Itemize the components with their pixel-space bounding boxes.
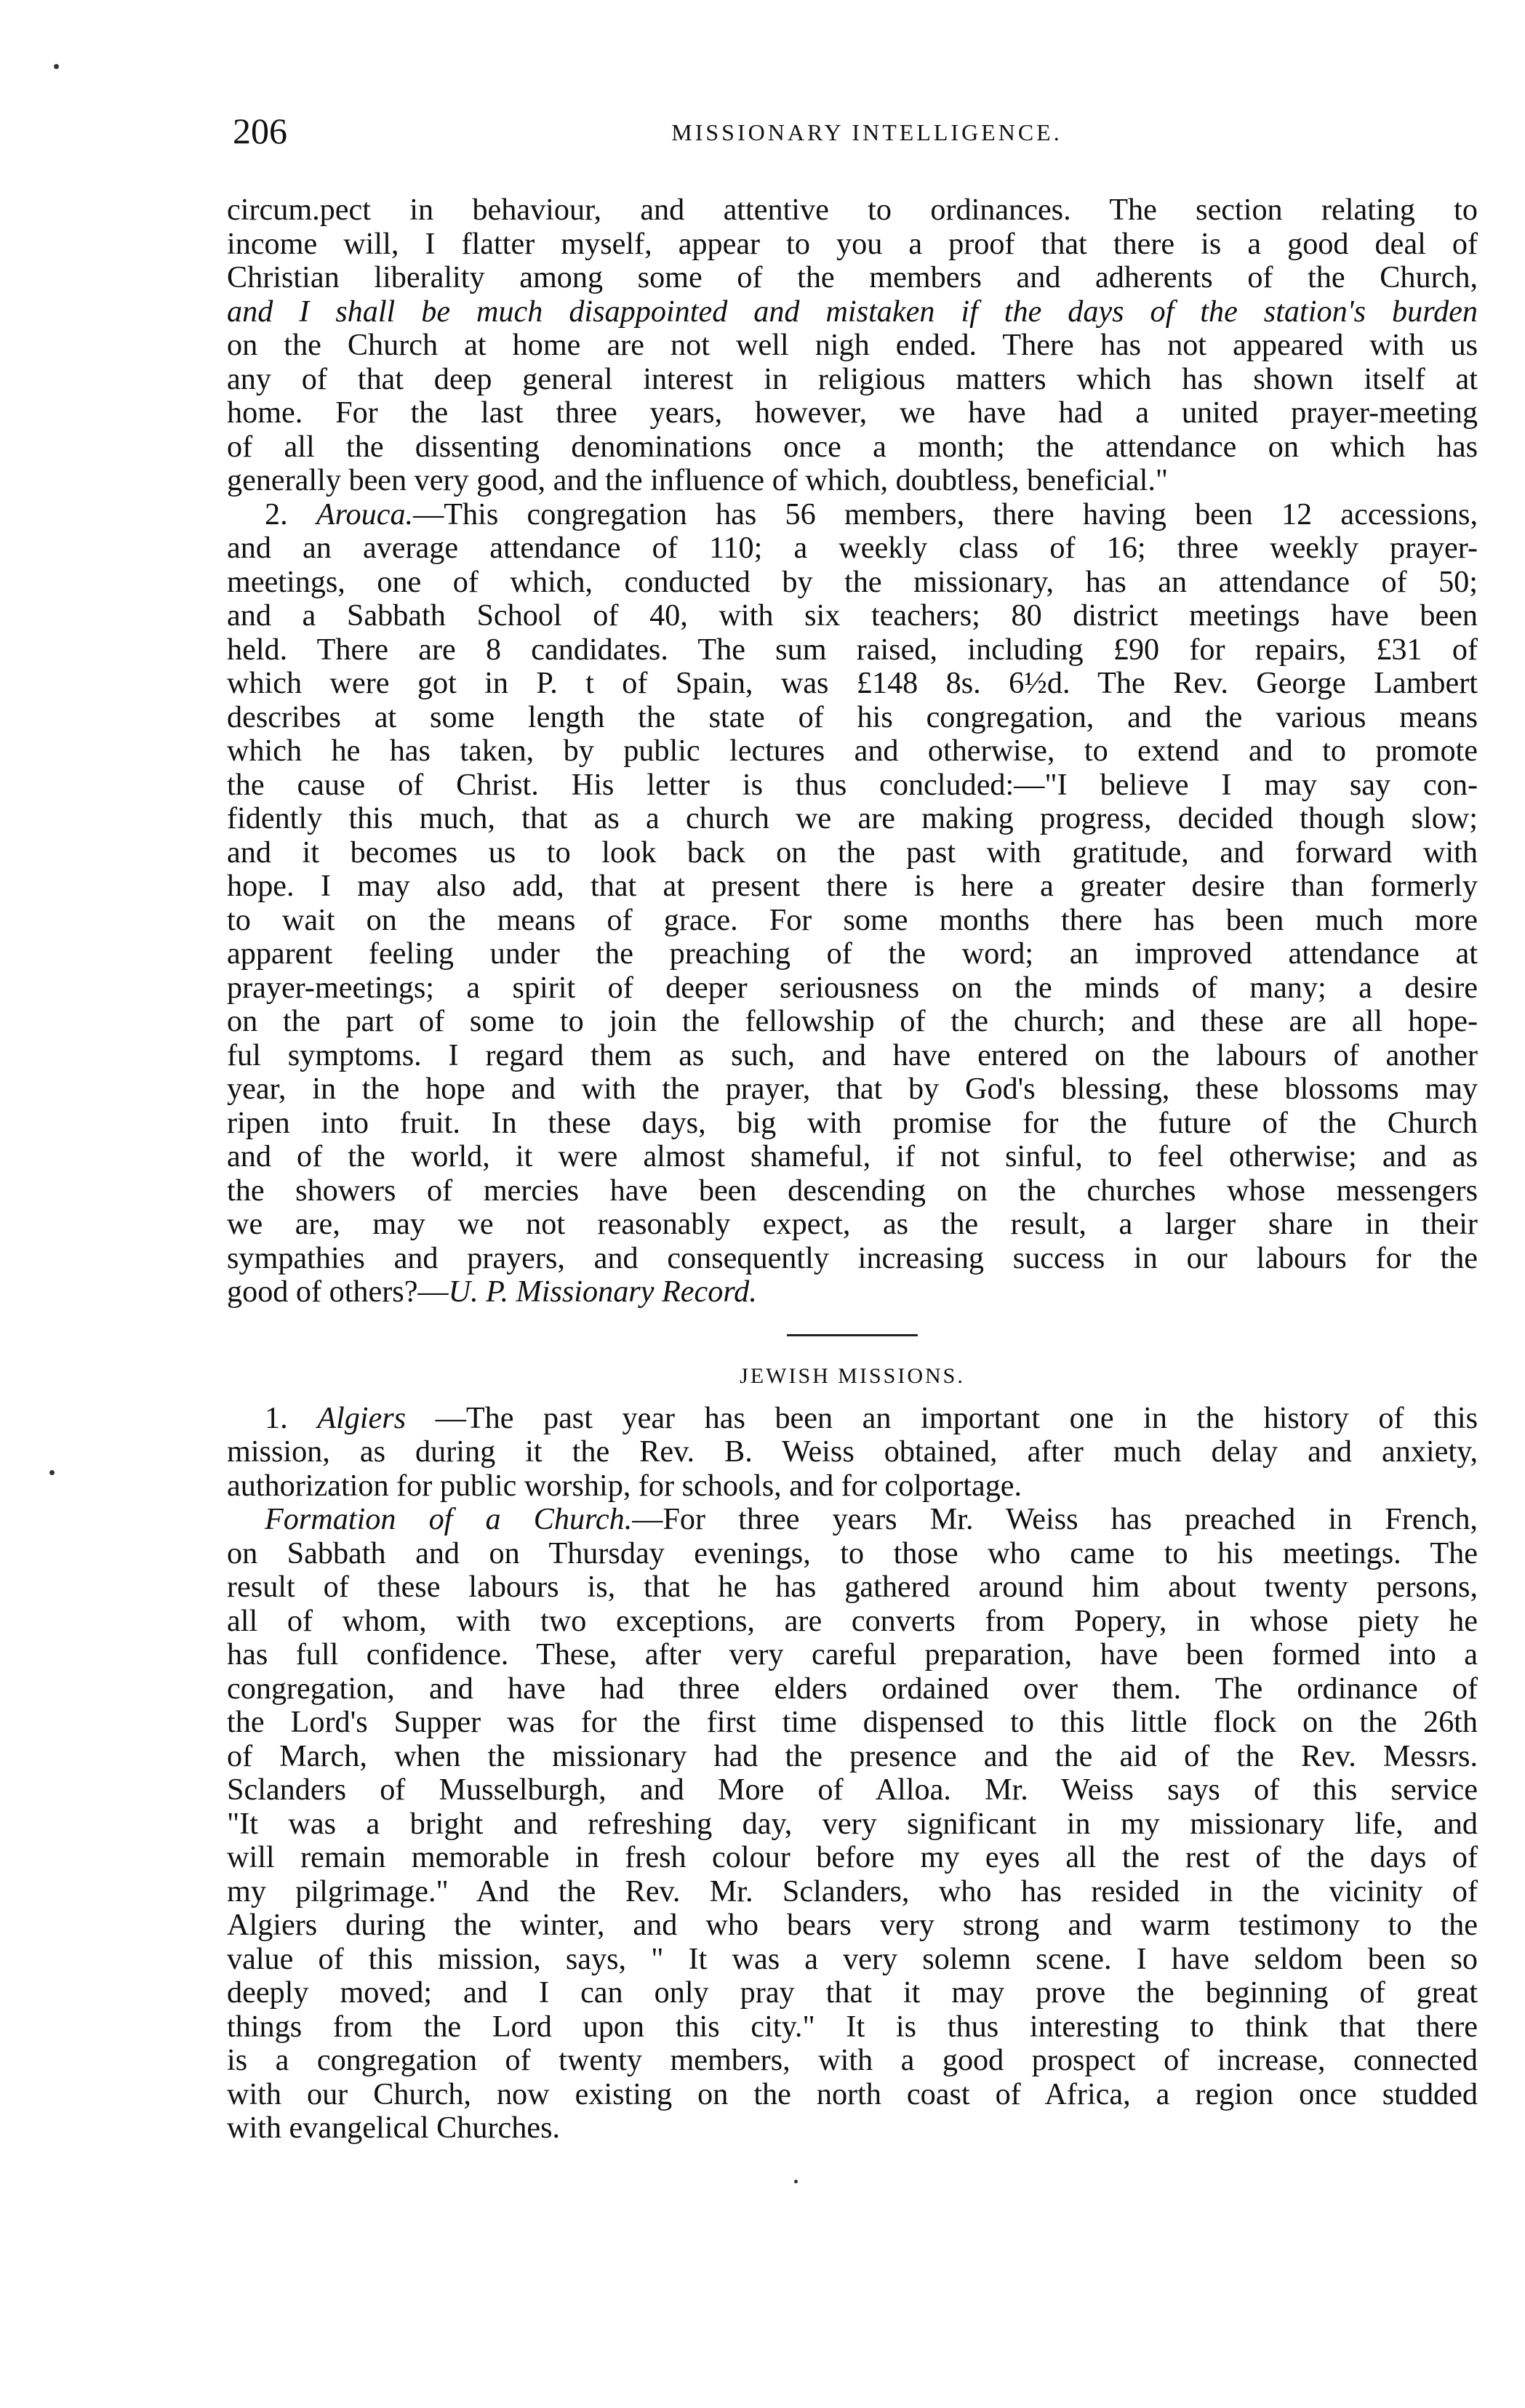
stray-ink-mark [54,64,59,69]
text-line: held. There are 8 candidates. The sum raised, including £90 for repairs, £31 of [227,632,1478,667]
source-citation: U. P. Missionary Record. [448,1275,757,1309]
text-line: with our Church, now existing on the north coast of Africa, a region once studded [227,2076,1478,2111]
text-line: describes at some length the state of his congregation, and the various means [227,699,1478,734]
section-jewish-missions [227,1360,1478,2146]
text-line: of all the dissenting denominations once a month; the attendance on which has [227,429,1478,464]
text-line: deeply moved; and I can only pray that it may prove the beginning of great [227,1975,1478,2010]
text-line: and it becomes us to look back on the past with gratitude, and forward with [227,835,1478,870]
text-line: year, in the hope and with the prayer, that by God's blessing, these blossoms may [227,1072,1478,1106]
page-number: 206 [233,111,287,151]
text-line: result of these labours is, that he has gathered around him about twenty persons, [227,1570,1478,1604]
item-number: 2. [265,497,288,531]
text-line: fidently this much, that as a church we are making progress, decided though slow; [227,801,1478,835]
text-line: generally been very good, and the influence of which, doubtless, beneficial." [227,463,1169,497]
place-name: Arouca. [316,497,414,531]
text-line: mission, as during it the Rev. B. Weiss obtained, after much delay and anxiety, [227,1434,1478,1469]
paragraph-algiers [227,1402,1478,1504]
text-line: ripen into fruit. In these days, big with promise for the future of the Church [227,1105,1478,1140]
text-line: of March, when the missionary had the presence and the aid of the Rev. Messrs. [227,1738,1478,1773]
text-line: authorization for public worship, for schools, and for colportage. [227,1468,1022,1503]
text-line: my pilgrimage." And the Rev. Mr. Sclanders, who has resided in the vicinity of [227,1874,1478,1909]
text-line [227,1402,1478,1436]
text-line: with evangelical Churches. [227,2111,561,2145]
text-line: is a congregation of twenty members, with a good prospect of increase, connected [227,2043,1478,2077]
text-line: prayer-meetings; a spirit of deeper seriousness on the minds of many; a desire [227,970,1478,1005]
text-line: the Lord's Supper was for the first time dispensed to this little flock on the 26th [227,1705,1478,1739]
text-run: —For three years Mr. Weiss has preached in French, [632,1502,1478,1536]
text-line: and an average attendance of 110; a weekly class of 16; three weekly prayer- [227,531,1478,565]
paragraph-arouca [227,498,1478,1309]
text-line: apparent feeling under the preaching of the word; an improved attendance at [227,936,1478,971]
text-line: things from the Lord upon this city." It is thus interesting to think that there [227,2009,1478,2044]
text-line: which he has taken, by public lectures and otherwise, to extend and to promote [227,734,1478,768]
running-head [227,109,1478,153]
section-divider [787,1334,918,1336]
text-line: Christian liberality among some of the members and adherents of the Church, [227,260,1478,294]
text-line: home. For the last three years, however, we have had a united prayer-meeting [227,396,1478,430]
text-line: all of whom, with two exceptions, are converts from Popery, in whose piety he [227,1603,1478,1638]
text-line: has full confidence. These, after very careful preparation, have been formed into a [227,1637,1478,1671]
text-line: and I shall be much disappointed and mistaken if the days of the station's burden [227,294,1478,329]
text-line: "It was a bright and refreshing day, very significant in my missionary life, and [227,1806,1478,1841]
stray-ink-mark [49,1470,55,1475]
text-line: which were got in P. t of Spain, was £148 8s. 6½d. The Rev. George Lambert [227,666,1478,700]
text-line: on the part of some to join the fellowship of the church; and these are all hope- [227,1004,1478,1038]
text-line: and of the world, it were almost shameful, if not sinful, to feel otherwise; and as [227,1139,1478,1173]
text-line [227,1503,1478,1537]
item-number: 1. [265,1400,288,1435]
text-line: the showers of mercies have been descending on the churches whose messengers [227,1173,1478,1208]
text-line [227,498,1478,532]
text-line: hope. I may also add, that at present there is here a greater desire than formerly [227,869,1478,903]
section-west-indies-report [227,193,1478,1309]
text-run: good of others?— [227,1275,449,1309]
text-line: on the Church at home are not well nigh ended. There has not appeared with us [227,328,1478,362]
text-line: and a Sabbath School of 40, with six teachers; 80 district meetings have been [227,598,1478,633]
text-line: to wait on the means of grace. For some months there has been much more [227,902,1478,937]
text-line: will remain memorable in fresh colour before my eyes all the rest of the days of [227,1840,1478,1874]
text-run: —This congregation has 56 members, there having been 12 accessions, [413,497,1478,531]
text-line: Algiers during the winter, and who bears very strong and warm testimony to the [227,1908,1478,1942]
text-line: sympathies and prayers, and consequently increasing success in our labours for the [227,1240,1478,1275]
text-line: income will, I flatter myself, appear to you a proof that there is a good deal of [227,226,1478,261]
running-title: MISSIONARY INTELLIGENCE. [671,119,1062,145]
text-line: we are, may we not reasonably expect, as the result, a larger share in their [227,1207,1478,1241]
subsection-title: Formation of a Church. [265,1502,633,1536]
text-line: the cause of Christ. His letter is thus concluded:—"I believe I may say con- [227,767,1478,802]
book-page [227,109,1478,2146]
paragraph-income-report [227,193,1478,498]
stray-ink-mark [794,2180,798,2183]
text-line [227,1275,1478,1309]
text-line: on Sabbath and on Thursday evenings, to those who came to his meetings. The [227,1536,1478,1570]
text-line: congregation, and have had three elders ordained over them. The ordinance of [227,1671,1478,1706]
section-heading: JEWISH MISSIONS. [740,1363,965,1388]
text-run: —The past year has been an important one in the history of this [406,1400,1478,1435]
text-line: Sclanders of Musselburgh, and More of Alloa. Mr. Weiss says of this service [227,1773,1478,1807]
text-line: meetings, one of which, conducted by the missionary, has an attendance of 50; [227,564,1478,599]
paragraph-formation-of-church [227,1503,1478,2146]
place-name: Algiers [317,1400,407,1435]
text-line: circum.pect in behaviour, and attentive to ordinances. The section relating to [227,193,1478,227]
text-line: any of that deep general interest in religious matters which has shown itself at [227,361,1478,396]
text-line: ful symptoms. I regard them as such, and have entered on the labours of another [227,1038,1478,1072]
text-line: value of this mission, says, " It was a very solemn scene. I have seldom been so [227,1941,1478,1976]
